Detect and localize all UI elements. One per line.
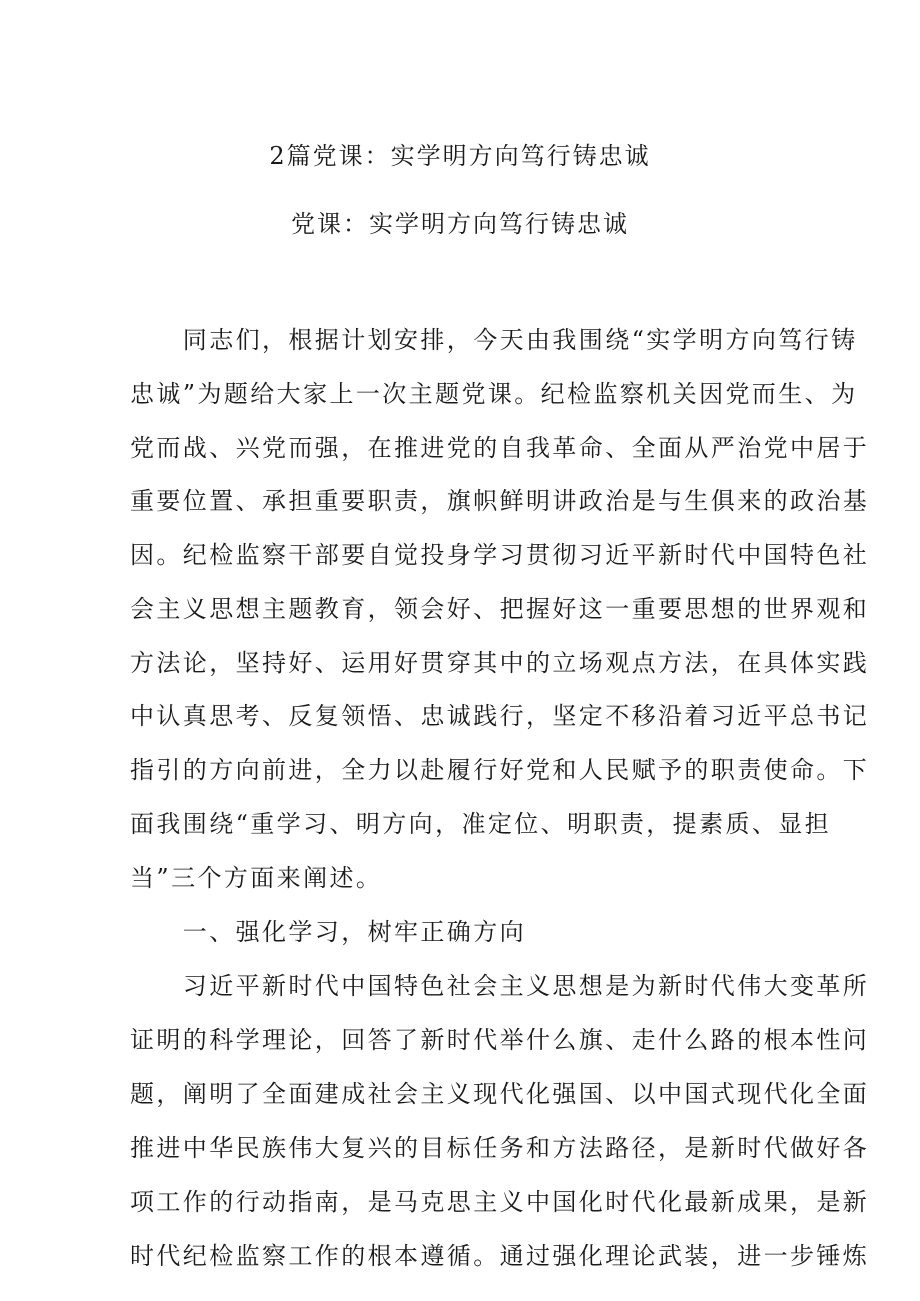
body-line: 重要位置、承担重要职责，旗帜鲜明讲政治是与生俱来的政治基 <box>130 487 870 515</box>
document-title: 2篇党课：实学明方向笃行铸忠诚 <box>269 142 651 170</box>
body-line: 同志们，根据计划安排，今天由我围绕“实学明方向笃行铸 <box>130 326 858 354</box>
body-line: 面我围绕“重学习、明方向，准定位、明职责，提素质、显担 <box>130 810 832 838</box>
body-line: 当”三个方面来阐述。 <box>130 864 383 892</box>
section-heading: 一、强化学习，树牢正确方向 <box>130 918 526 946</box>
body-line: 方法论，坚持好、运用好贯穿其中的立场观点方法，在具体实践 <box>130 649 870 677</box>
body-line: 题，阐明了全面建成社会主义现代化强国、以中国式现代化全面 <box>130 1080 870 1108</box>
body-line: 时代纪检监察工作的根本遵循。通过强化理论武装，进一步锤炼 <box>130 1242 870 1270</box>
body-line: 党而战、兴党而强，在推进党的自我革命、全面从严治党中居于 <box>130 434 870 462</box>
body-line: 项工作的行动指南，是马克思主义中国化时代化最新成果，是新 <box>130 1188 870 1216</box>
body-line: 习近平新时代中国特色社会主义思想是为新时代伟大变革所 <box>130 972 870 1000</box>
body-line: 推进中华民族伟大复兴的目标任务和方法路径，是新时代做好各 <box>130 1134 870 1162</box>
body-line: 中认真思考、反复领悟、忠诚践行，坚定不移沿着习近平总书记 <box>130 702 870 730</box>
body-line: 忠诚”为题给大家上一次主题党课。纪检监察机关因党而生、为 <box>130 380 858 408</box>
document-subtitle: 党课：实学明方向笃行铸忠诚 <box>291 210 629 238</box>
body-line: 证明的科学理论，回答了新时代举什么旗、走什么路的根本性问 <box>130 1026 870 1054</box>
body-line: 指引的方向前进，全力以赴履行好党和人民赋予的职责使命。下 <box>130 756 870 784</box>
body-line: 会主义思想主题教育，领会好、把握好这一重要思想的世界观和 <box>130 595 870 623</box>
body-line: 因。纪检监察干部要自觉投身学习贯彻习近平新时代中国特色社 <box>130 541 870 569</box>
